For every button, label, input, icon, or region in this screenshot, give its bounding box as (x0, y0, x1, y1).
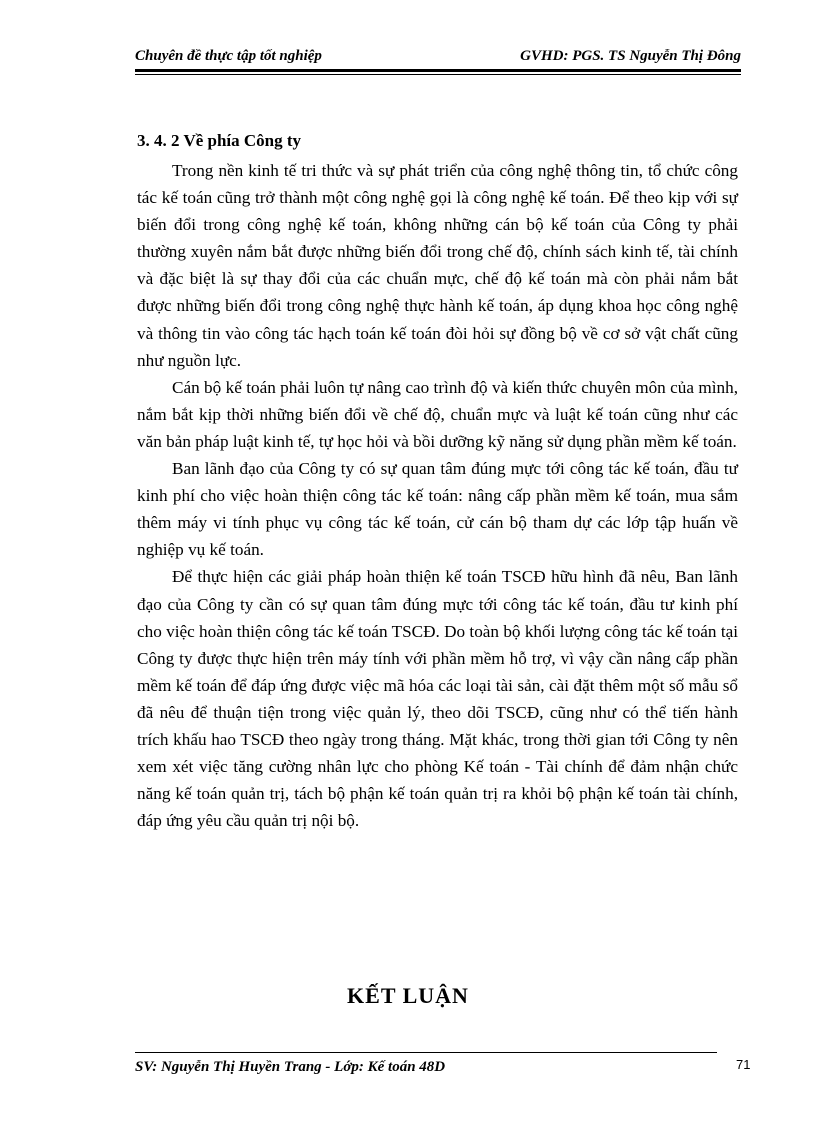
paragraph: Ban lãnh đạo của Công ty có sự quan tâm đúng mực tới công tác kế toán, đầu tư kinh phí cho việc hoàn thiện công tác kế toán: nâng cấp phần mềm kế toán, mua sắm thêm máy vi tính phục vụ công tác kế toán, cử cán bộ tham dự các lớp tập huấn về nghiệp vụ kế toán. (137, 459, 738, 560)
section-body (137, 157, 738, 834)
document-title: Chuyên đề thực tập tốt nghiệp (135, 48, 322, 64)
conclusion-title: KẾT LUẬN (347, 983, 469, 1008)
paragraph: Trong nền kinh tế tri thức và sự phát triển của công nghệ thông tin, tổ chức công tác kế toán cũng trở thành một công nghệ gọi là công nghệ kế toán. Để theo kịp với sự biến đổi trong công nghệ kế toán, không những cán bộ kế toán của Công ty phải thường xuyên nắm bắt được những biến đổi trong chế độ, chính sách kinh tế, tài chính và đặc biệt là sự thay đổi của các chuẩn mực, chế độ kế toán mà còn phải nắm bắt được những biến đổi trong công nghệ thực hành kế toán, áp dụng khoa học công nghệ và thông tin vào công tác hạch toán kế toán đòi hỏi sự đồng bộ về cơ sở vật chất cũng như nguồn lực. (137, 161, 738, 370)
header-divider (135, 69, 741, 75)
footer-student-info: SV: Nguyễn Thị Huyền Trang - Lớp: Kế toán 48D (135, 1059, 446, 1075)
paragraph: Cán bộ kế toán phải luôn tự nâng cao trình độ và kiến thức chuyên môn của mình, nắm bắt kịp thời những biến đổi về chế độ, chuẩn mực và luật kế toán cũng như các văn bản pháp luật kinh tế, tự học hỏi và bồi dưỡng kỹ năng sử dụng phần mềm kế toán. (137, 377, 738, 451)
supervisor-label: GVHD: PGS. TS Nguyễn Thị Đông (520, 48, 741, 64)
section-heading: 3. 4. 2 Về phía Công ty (137, 131, 302, 150)
page-number: 71 (736, 1057, 751, 1072)
page-header (135, 48, 741, 70)
footer-divider (135, 1052, 717, 1053)
paragraph: Để thực hiện các giải pháp hoàn thiện kế toán TSCĐ hữu hình đã nêu, Ban lãnh đạo của Công ty cần có sự quan tâm đúng mực tới công tác kế toán, đầu tư kinh phí cho việc hoàn thiện công tác kế toán TSCĐ. Do toàn bộ khối lượng công tác kế toán tại Công ty được thực hiện trên máy tính với phần mềm hỗ trợ, vì vậy cần nâng cấp phần mềm kế toán để đáp ứng được việc mã hóa các loại tài sản, cài đặt thêm một số mẫu sổ đã nêu để thuận tiện trong việc quản lý, theo dõi TSCĐ, cũng như có thể tiến hành trích khấu hao TSCĐ theo ngày trong tháng. Mặt khác, trong thời gian tới Công ty nên xem xét việc tăng cường nhân lực cho phòng Kế toán - Tài chính để đảm nhận chức năng kế toán quản trị, tách bộ phận kế toán quản trị ra khỏi bộ phận kế toán tài chính, đáp ứng yêu cầu quản trị nội bộ. (137, 567, 738, 831)
